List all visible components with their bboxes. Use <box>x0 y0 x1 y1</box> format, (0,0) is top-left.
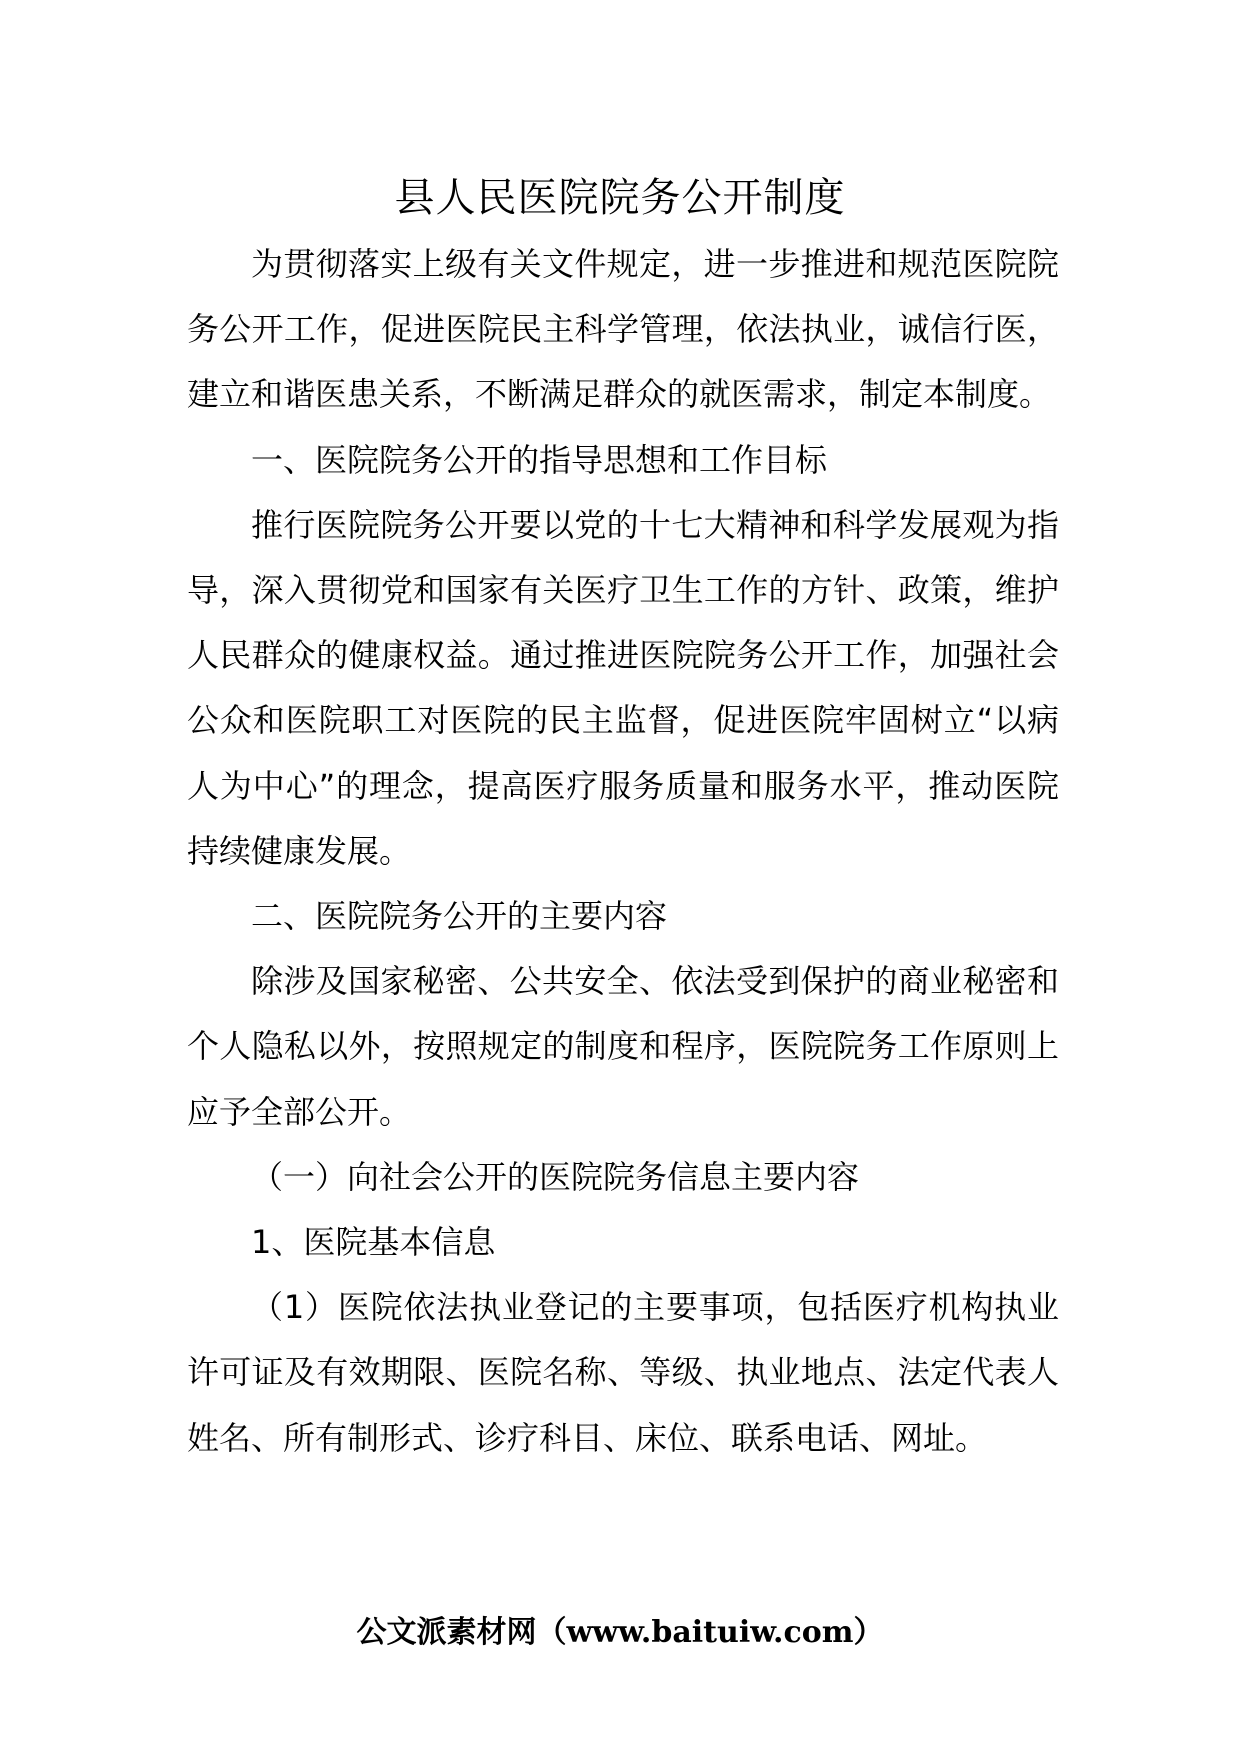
item-heading-1: 1、医院基本信息 <box>251 1223 496 1262</box>
document-title: 县人民医院院务公开制度 <box>394 175 846 221</box>
paragraph-intro: 为贯彻落实上级有关文件规定，进一步推进和规范医院院务公开工作，促进医院民主科学管理，依法执业，诚信行医，建立和谐医患关系，不断满足群众的就医需求，制定本制度。 <box>187 245 1059 414</box>
paragraph-guiding-thought: 推行医院院务公开要以党的十七大精神和科学发展观为指导，深入贯彻党和国家有关医疗卫生工作的方针、政策，维护人民群众的健康权益。通过推进医院院务公开工作，加强社会公众和医院职工对医院的民主监督，促进医院牢固树立“以病人为中心”的理念，提高医疗服务质量和服务水平，推动医院持续健康发展。 <box>187 505 1059 870</box>
footer-watermark: 公文派素材网（www.baituiw.com） <box>356 1615 884 1650</box>
paragraph-item-1-1: （1）医院依法执业登记的主要事项，包括医疗机构执业许可证及有效期限、医院名称、等级、执业地点、法定代表人姓名、所有制形式、诊疗科目、床位、联系电话、网址。 <box>187 1288 1059 1457</box>
subsection-heading-1: （一）向社会公开的医院院务信息主要内容 <box>251 1157 860 1196</box>
section-heading-1: 一、医院院务公开的指导思想和工作目标 <box>251 440 828 479</box>
document-body <box>187 232 1059 1471</box>
section-heading-2: 二、医院院务公开的主要内容 <box>251 897 668 936</box>
paragraph-scope: 除涉及国家秘密、公共安全、依法受到保护的商业秘密和个人隐私以外，按照规定的制度和程序，医院院务工作原则上应予全部公开。 <box>187 962 1059 1131</box>
